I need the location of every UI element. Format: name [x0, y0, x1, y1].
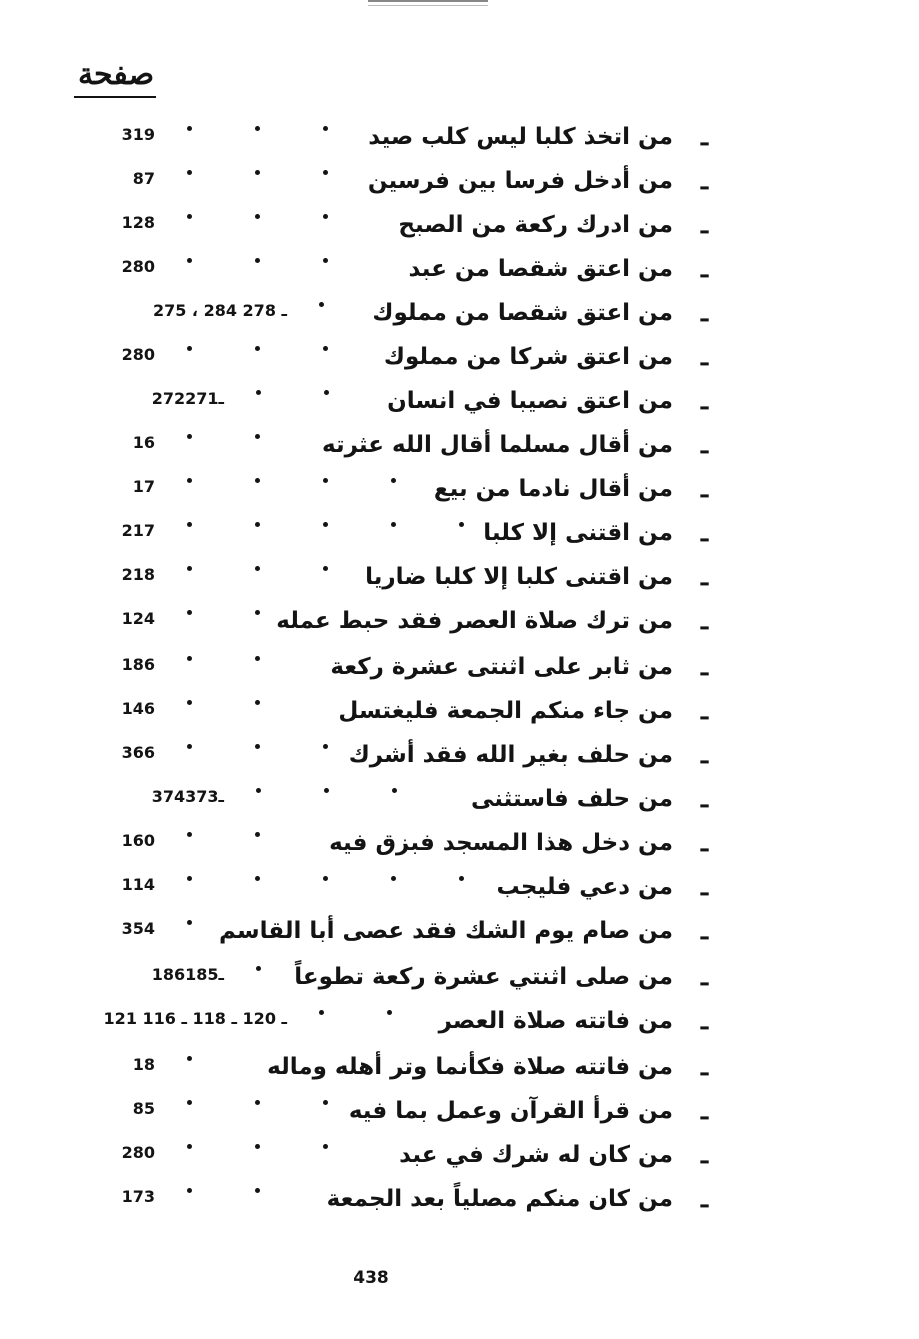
entry-page-ref: 121 ـ 120 ـ 118 ـ 116 — [103, 1009, 287, 1028]
leader-dot — [187, 126, 192, 131]
leader-dot — [255, 1144, 260, 1149]
entry-page-ref: 280 — [121, 257, 155, 276]
leader-dot — [255, 566, 260, 571]
entry-page-ref: 124 — [121, 609, 155, 628]
entry-page-ref: 186ـ185 — [151, 965, 224, 984]
index-entry — [0, 1094, 919, 1134]
entry-page-ref: 173 — [121, 1187, 155, 1206]
dot-leaders — [175, 738, 335, 768]
entry-page-ref: 18 — [132, 1055, 155, 1074]
index-entry — [0, 650, 919, 690]
entry-dash: ـ — [700, 828, 708, 857]
entry-dash: ـ — [700, 652, 708, 681]
leader-dot — [323, 126, 328, 131]
leader-dot — [323, 744, 328, 749]
entry-page-ref: 186 — [121, 655, 155, 674]
leader-dot — [187, 832, 192, 837]
leader-dot — [255, 1188, 260, 1193]
leader-dot — [187, 258, 192, 263]
leader-dot — [187, 214, 192, 219]
entry-dash: ـ — [700, 518, 708, 547]
leader-dot — [255, 434, 260, 439]
entry-dash: ـ — [700, 872, 708, 901]
leader-dot — [255, 346, 260, 351]
entry-page-ref: 366 — [121, 743, 155, 762]
dot-leaders — [244, 782, 457, 812]
index-entry — [0, 914, 919, 954]
entry-text: من اقتنى إلا كلبا — [483, 520, 673, 546]
dot-leaders — [307, 1004, 425, 1034]
index-entry — [0, 782, 919, 822]
leader-dot — [255, 832, 260, 837]
entry-dash: ـ — [700, 606, 708, 635]
leader-dot — [255, 258, 260, 263]
entry-text: من صلى اثنتي عشرة ركعة تطوعاً — [294, 964, 673, 990]
leader-dot — [255, 876, 260, 881]
dot-leaders — [175, 914, 205, 944]
leader-dot — [187, 478, 192, 483]
entry-text: من اعتق شقصا من عبد — [408, 256, 673, 282]
leader-dot — [323, 478, 328, 483]
dot-leaders — [175, 208, 384, 238]
index-entry — [0, 428, 919, 468]
leader-dot — [324, 788, 329, 793]
page-number: 438 — [353, 1268, 389, 1288]
leader-dot — [255, 610, 260, 615]
leader-dot — [187, 170, 192, 175]
index-entry — [0, 604, 919, 644]
index-entry — [0, 384, 919, 424]
dot-leaders — [175, 1138, 385, 1168]
dot-leaders — [175, 428, 308, 458]
entry-page-ref: 16 — [132, 433, 155, 452]
entry-text: من اتخذ كلبا ليس كلب صيد — [368, 124, 673, 150]
index-entry — [0, 164, 919, 204]
index-entry — [0, 208, 919, 248]
leader-dot — [319, 302, 324, 307]
entry-page-ref: 272ـ271 — [151, 389, 224, 408]
entry-dash: ـ — [700, 1006, 708, 1035]
entry-dash: ـ — [700, 298, 708, 327]
leader-dot — [319, 1010, 324, 1015]
leader-dot — [255, 170, 260, 175]
dot-leaders — [175, 870, 483, 900]
entry-dash: ـ — [700, 386, 708, 415]
entry-dash: ـ — [700, 962, 708, 991]
leader-dot — [256, 966, 261, 971]
index-entry — [0, 694, 919, 734]
index-entry — [0, 516, 919, 556]
index-entry — [0, 960, 919, 1000]
entry-page-ref: 280 — [121, 1143, 155, 1162]
entry-text: من كان منكم مصلياً بعد الجمعة — [326, 1186, 673, 1212]
index-entry — [0, 472, 919, 512]
entry-text: من أقال نادما من بيع — [433, 476, 673, 502]
leader-dot — [187, 920, 192, 925]
entry-text: من اعتق نصيبا في انسان — [387, 388, 673, 414]
leader-dot — [256, 788, 261, 793]
entry-text: من اقتنى كلبا إلا كلبا ضاريا — [365, 564, 673, 590]
entry-dash: ـ — [700, 1140, 708, 1169]
dot-leaders — [175, 1182, 313, 1212]
dot-leaders — [175, 560, 351, 590]
entry-dash: ـ — [700, 166, 708, 195]
dot-leaders — [175, 826, 315, 856]
entry-page-ref: 218 — [121, 565, 155, 584]
leader-dot — [255, 656, 260, 661]
leader-dot — [255, 744, 260, 749]
entry-page-ref: 217 — [121, 521, 155, 540]
index-entry — [0, 826, 919, 866]
entry-text: من أقال مسلما أقال الله عثرته — [322, 432, 673, 458]
index-entry — [0, 1138, 919, 1178]
dot-leaders — [244, 960, 280, 990]
entry-text: من ادرك ركعة من الصبح — [398, 212, 673, 238]
leader-dot — [387, 1010, 392, 1015]
dot-leaders — [307, 296, 358, 326]
index-entry — [0, 1050, 919, 1090]
leader-dot — [323, 566, 328, 571]
entry-text: من صام يوم الشك فقد عصى أبا القاسم — [218, 918, 673, 944]
leader-dot — [187, 1056, 192, 1061]
entry-page-ref: 275 ، 284 ـ 278 — [152, 301, 287, 320]
entry-dash: ـ — [700, 1052, 708, 1081]
entry-dash: ـ — [700, 1184, 708, 1213]
dot-leaders — [175, 516, 469, 546]
leader-dot — [391, 522, 396, 527]
entry-text: من كان له شرك في عبد — [399, 1142, 673, 1168]
index-entry — [0, 1004, 919, 1044]
leader-dot — [323, 1100, 328, 1105]
leader-dot — [392, 788, 397, 793]
index-entry — [0, 870, 919, 910]
leader-dot — [255, 700, 260, 705]
dot-leaders — [175, 1050, 253, 1080]
entry-dash: ـ — [700, 254, 708, 283]
entry-text: من فاتته صلاة العصر — [438, 1008, 673, 1034]
dot-leaders — [175, 694, 324, 724]
entry-text: من ثابر على اثنتى عشرة ركعة — [330, 654, 673, 680]
leader-dot — [187, 610, 192, 615]
entry-dash: ـ — [700, 474, 708, 503]
leader-dot — [391, 876, 396, 881]
entry-text: من ترك صلاة العصر فقد حبط عمله — [276, 608, 673, 634]
dot-leaders — [175, 604, 262, 634]
entry-page-ref: 146 — [121, 699, 155, 718]
leader-dot — [255, 126, 260, 131]
leader-dot — [187, 656, 192, 661]
entry-page-ref: 354 — [121, 919, 155, 938]
entry-text: من أدخل فرسا بين فرسين — [367, 168, 673, 194]
leader-dot — [324, 390, 329, 395]
leader-dot — [187, 876, 192, 881]
dot-leaders — [175, 340, 370, 370]
entry-dash: ـ — [700, 916, 708, 945]
leader-dot — [187, 1188, 192, 1193]
dot-leaders — [175, 120, 354, 150]
entry-page-ref: 128 — [121, 213, 155, 232]
dot-leaders — [175, 252, 395, 282]
leader-dot — [187, 1100, 192, 1105]
entry-dash: ـ — [700, 122, 708, 151]
entry-text: من فاتته صلاة فكأنما وتر أهله وماله — [267, 1054, 673, 1080]
leader-dot — [323, 214, 328, 219]
leader-dot — [187, 700, 192, 705]
leader-dot — [323, 1144, 328, 1149]
entry-text: من قرأ القرآن وعمل بما فيه — [348, 1098, 673, 1124]
leader-dot — [323, 346, 328, 351]
leader-dot — [187, 566, 192, 571]
index-entry — [0, 560, 919, 600]
leader-dot — [187, 1144, 192, 1149]
dot-leaders — [175, 650, 316, 680]
entry-text: من اعتق شركا من مملوك — [383, 344, 673, 370]
dot-leaders — [175, 472, 420, 502]
entry-page-ref: 87 — [132, 169, 155, 188]
leader-dot — [459, 876, 464, 881]
entry-page-ref: 280 — [121, 345, 155, 364]
entry-dash: ـ — [700, 740, 708, 769]
entry-dash: ـ — [700, 342, 708, 371]
entry-text: من جاء منكم الجمعة فليغتسل — [338, 698, 673, 724]
index-entry — [0, 120, 919, 160]
leader-dot — [459, 522, 464, 527]
entry-text: من دعي فليجب — [496, 874, 673, 900]
leader-dot — [323, 876, 328, 881]
entry-dash: ـ — [700, 562, 708, 591]
entry-dash: ـ — [700, 696, 708, 725]
entry-text: من دخل هذا المسجد فبزق فيه — [329, 830, 673, 856]
entry-dash: ـ — [700, 1096, 708, 1125]
leader-dot — [255, 478, 260, 483]
entry-page-ref: 160 — [121, 831, 155, 850]
leader-dot — [256, 390, 261, 395]
entry-page-ref: 85 — [132, 1099, 155, 1118]
entry-dash: ـ — [700, 784, 708, 813]
leader-dot — [391, 478, 396, 483]
entry-text: من حلف فاستثنى — [470, 786, 673, 812]
dot-leaders — [175, 1094, 335, 1124]
page-column-heading: صفحة — [77, 57, 155, 92]
entry-page-ref: 114 — [121, 875, 155, 894]
leader-dot — [323, 170, 328, 175]
leader-dot — [255, 522, 260, 527]
entry-page-ref: 17 — [132, 477, 155, 496]
index-entry — [0, 296, 919, 336]
entry-dash: ـ — [700, 210, 708, 239]
dot-leaders — [244, 384, 373, 414]
leader-dot — [255, 214, 260, 219]
leader-dot — [323, 258, 328, 263]
entry-page-ref: 319 — [121, 125, 155, 144]
index-entry — [0, 738, 919, 778]
leader-dot — [187, 346, 192, 351]
entry-text: من اعتق شقصا من مملوك — [372, 300, 673, 326]
index-entry — [0, 340, 919, 380]
dot-leaders — [175, 164, 354, 194]
leader-dot — [187, 522, 192, 527]
entry-dash: ـ — [700, 430, 708, 459]
leader-dot — [323, 522, 328, 527]
leader-dot — [255, 1100, 260, 1105]
entry-text: من حلف بغير الله فقد أشرك — [348, 742, 673, 768]
leader-dot — [187, 744, 192, 749]
index-entry — [0, 1182, 919, 1222]
entry-page-ref: 374ـ373 — [151, 787, 224, 806]
leader-dot — [187, 434, 192, 439]
index-entry — [0, 252, 919, 292]
